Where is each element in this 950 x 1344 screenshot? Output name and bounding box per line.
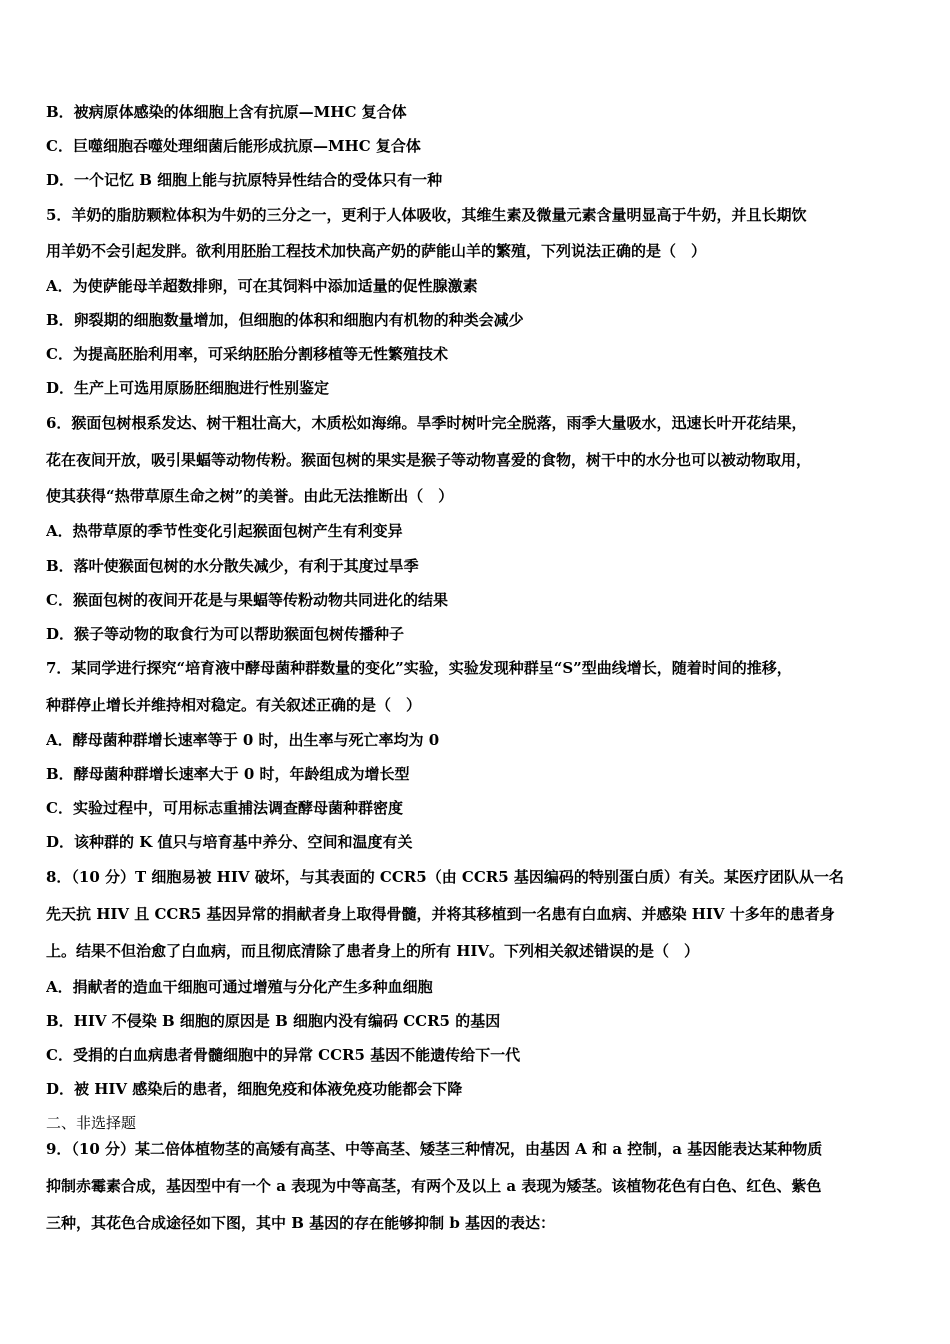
option-c-q6: C．猴面包树的夜间开花是与果蝠等传粉动物共同进化的结果 [46,591,448,609]
question-5-stem-line1: 5．羊奶的脂肪颗粒体积为牛奶的三分之一，更利于人体吸收，其维生素及微量元素含量明显高于牛奶，并且长期饮 [46,206,807,224]
option-b-q6: B．落叶使猴面包树的水分散失减少，有利于其度过旱季 [46,557,419,575]
section-heading-non-choice: 二、非选择题 [46,1114,137,1132]
option-d-q5: D．生产上可选用原肠胚细胞进行性别鉴定 [46,379,330,397]
question-8-stem-line2: 先天抗 HIV 且 CCR5 基因异常的捐献者身上取得骨髓，并将其移植到一名患有白血病、并感染 HIV 十多年的患者身 [46,905,835,923]
option-d-q8: D．被 HIV 感染后的患者，细胞免疫和体液免疫功能都会下降 [46,1080,463,1098]
option-d-q6: D．猴子等动物的取食行为可以帮助猴面包树传播种子 [46,625,405,643]
option-b-q4: B．被病原体感染的体细胞上含有抗原—MHC 复合体 [46,103,407,121]
option-b-q7: B．酵母菌种群增长速率大于 0 时，年龄组成为增长型 [46,765,410,783]
option-c-q8: C．受捐的白血病患者骨髓细胞中的异常 CCR5 基因不能遗传给下一代 [46,1046,521,1064]
question-9-stem-line2: 抑制赤霉素合成，基因型中有一个 a 表现为中等高茎，有两个及以上 a 表现为矮茎。该植物花色有白色、红色、紫色 [46,1177,822,1195]
option-a-q5: A．为使萨能母羊超数排卵，可在其饲料中添加适量的促性腺激素 [46,277,478,295]
question-9-stem-line3: 三种，其花色合成途径如下图，其中 B 基因的存在能够抑制 b 基因的表达： [46,1214,556,1232]
option-c-q4: C．巨噬细胞吞噬处理细菌后能形成抗原—MHC 复合体 [46,137,421,155]
option-b-q8: B．HIV 不侵染 B 细胞的原因是 B 细胞内没有编码 CCR5 的基因 [46,1012,501,1030]
question-5-stem-line2: 用羊奶不会引起发胖。欲利用胚胎工程技术加快高产奶的萨能山羊的繁殖，下列说法正确的是（ ） [46,242,707,260]
option-b-q5: B．卵裂期的细胞数量增加，但细胞的体积和细胞内有机物的种类会减少 [46,311,524,329]
question-6-stem-line1: 6．猴面包树根系发达、树干粗壮高大，木质松如海绵。旱季时树叶完全脱落，雨季大量吸水，迅速长叶开花结果， [46,414,807,432]
option-c-q5: C．为提高胚胎利用率，可采纳胚胎分割移植等无性繁殖技术 [46,345,448,363]
option-a-q6: A．热带草原的季节性变化引起猴面包树产生有利变异 [46,522,403,540]
question-8-stem-line3: 上。结果不但治愈了白血病，而且彻底清除了患者身上的所有 HIV。下列相关叙述错误的是（ ） [46,942,700,960]
option-d-q4: D．一个记忆 B 细胞上能与抗原特异性结合的受体只有一种 [46,171,443,189]
option-c-q7: C．实验过程中，可用标志重捕法调查酵母菌种群密度 [46,799,403,817]
question-7-stem-line2: 种群停止增长并维持相对稳定。有关叙述正确的是（ ） [46,696,422,714]
question-6-stem-line2: 花在夜间开放，吸引果蝠等动物传粉。猴面包树的果实是猴子等动物喜爱的食物，树干中的水分也可以被动物取用， [46,451,812,469]
question-6-stem-line3: 使其获得“热带草原生命之树”的美誉。由此无法推断出（ ） [46,487,454,505]
option-a-q8: A．捐献者的造血干细胞可通过增殖与分化产生多种血细胞 [46,978,433,996]
option-a-q7: A．酵母菌种群增长速率等于 0 时，出生率与死亡率均为 0 [46,731,440,749]
question-9-stem-line1: 9．（10 分）某二倍体植物茎的高矮有高茎、中等高茎、矮茎三种情况，由基因 A 和 a 控制，a 基因能表达某种物质 [46,1140,823,1158]
question-8-stem-line1: 8．（10 分）T 细胞易被 HIV 破坏，与其表面的 CCR5（由 CCR5 基因编码的特别蛋白质）有关。某医疗团队从一名 [46,868,844,886]
option-d-q7: D．该种群的 K 值只与培育基中养分、空间和温度有关 [46,833,413,851]
question-7-stem-line1: 7．某同学进行探究“培育液中酵母菌种群数量的变化”实验，实验发现种群呈“S”型曲线增长，随着时间的推移， [46,659,792,677]
